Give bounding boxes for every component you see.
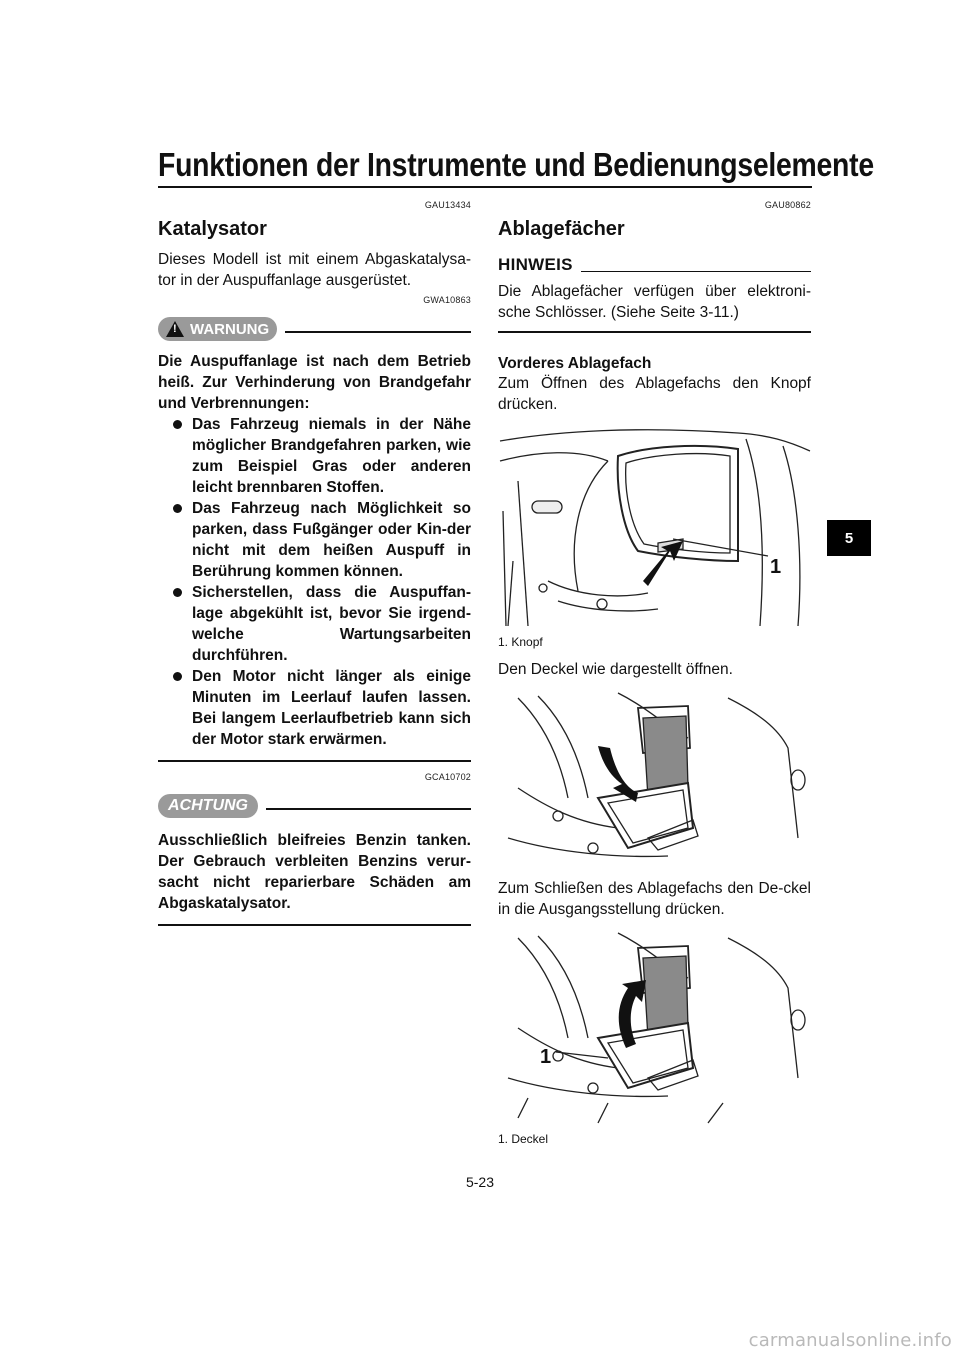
achtung-end-rule xyxy=(158,924,471,926)
figure-open-lid-illustration xyxy=(498,688,811,868)
page-title: Funktionen der Instrumente und Bedienungselemente xyxy=(158,146,874,183)
section-tab: 5 xyxy=(827,520,871,556)
close-instruction: Zum Schließen des Ablagefachs den De-ckel in die Ausgangsstellung drücken. xyxy=(498,879,811,918)
hinweis-header xyxy=(498,255,811,275)
figure-knopf-illustration xyxy=(498,421,811,631)
section-heading-ablagefaecher: Ablagefächer xyxy=(498,218,625,240)
hinweis-text: Die Ablagefächer verfügen über elektroni-sche Schlösser. (Siehe Seite 3-11.) xyxy=(498,283,811,321)
section-code: GAU13434 xyxy=(424,200,471,210)
achtung-header xyxy=(158,794,471,818)
caption-knopf: 1. Knopf xyxy=(498,634,543,649)
left-column xyxy=(158,200,471,926)
caption-deckel: 1. Deckel xyxy=(498,1131,549,1146)
warning-header xyxy=(158,317,471,341)
subheading-vorderes-ablagefach: Vorderes Ablagefach xyxy=(498,354,652,372)
warning-badge xyxy=(158,317,277,341)
achtung-text: Ausschließlich bleifreies Benzin tanken. Der Gebrauch verbleiten Benzins verur-sacht nicht reparierbare Schäden am Abgaskatalysator. xyxy=(158,832,471,912)
open-lid-instruction: Den Deckel wie dargestellt öffnen. xyxy=(498,660,733,678)
warning-label: WARNUNG xyxy=(190,320,270,338)
warning-end-rule xyxy=(158,760,471,762)
section-code: GAU80862 xyxy=(764,200,811,210)
list-item: Das Fahrzeug nach Möglichkeit so parken, dass Fußgänger oder Kin-der nicht mit dem heißen Auspuff in Berührung kommen können. xyxy=(170,498,471,582)
hinweis-label: HINWEIS xyxy=(498,255,573,274)
warning-icon: ! xyxy=(166,321,184,337)
list-item: Das Fahrzeug niemals in der Nähe möglicher Brandgefahren parken, wie zum Beispiel Gras oder anderen leicht brennbaren Stoffen. xyxy=(170,414,471,498)
achtung-code: GCA10702 xyxy=(424,772,471,782)
intro-paragraph: Dieses Modell ist mit einem Abgaskatalysa-tor in der Auspuffanlage ausgerüstet. xyxy=(158,251,471,289)
hinweis-rule xyxy=(581,271,811,273)
warning-code: GWA10863 xyxy=(423,295,471,305)
right-column xyxy=(498,200,811,1156)
watermark: carmanualsonline.info xyxy=(748,1330,952,1351)
list-item: Den Motor nicht länger als einige Minuten im Leerlauf laufen lassen. Bei langem Leerlaufbetrieb kann sich der Motor stark erwärmen. xyxy=(170,666,471,750)
warning-rule xyxy=(285,331,471,333)
figure-callout-1: 1 xyxy=(540,1045,552,1068)
open-instruction: Zum Öffnen des Ablagefachs den Knopf drücken. xyxy=(498,374,811,413)
achtung-rule xyxy=(266,808,471,810)
hinweis-end-rule xyxy=(498,331,811,333)
warning-bullet-list xyxy=(158,414,471,750)
warning-text: Die Auspuffanlage ist nach dem Betrieb heiß. Zur Verhinderung von Brandgefahr und Verbrennungen: xyxy=(158,353,471,412)
page-number: 5-23 xyxy=(465,1174,495,1190)
list-item: Sicherstellen, dass die Auspuffan-lage abgekühlt ist, bevor Sie irgend-welche Wartungsarbeiten durchführen. xyxy=(170,582,471,666)
figure-callout-1: 1 xyxy=(770,555,782,578)
header-rule xyxy=(158,186,812,188)
achtung-badge: ACHTUNG xyxy=(158,794,258,818)
figure-deckel-illustration xyxy=(498,928,811,1128)
section-heading-katalysator: Katalysator xyxy=(158,218,267,240)
